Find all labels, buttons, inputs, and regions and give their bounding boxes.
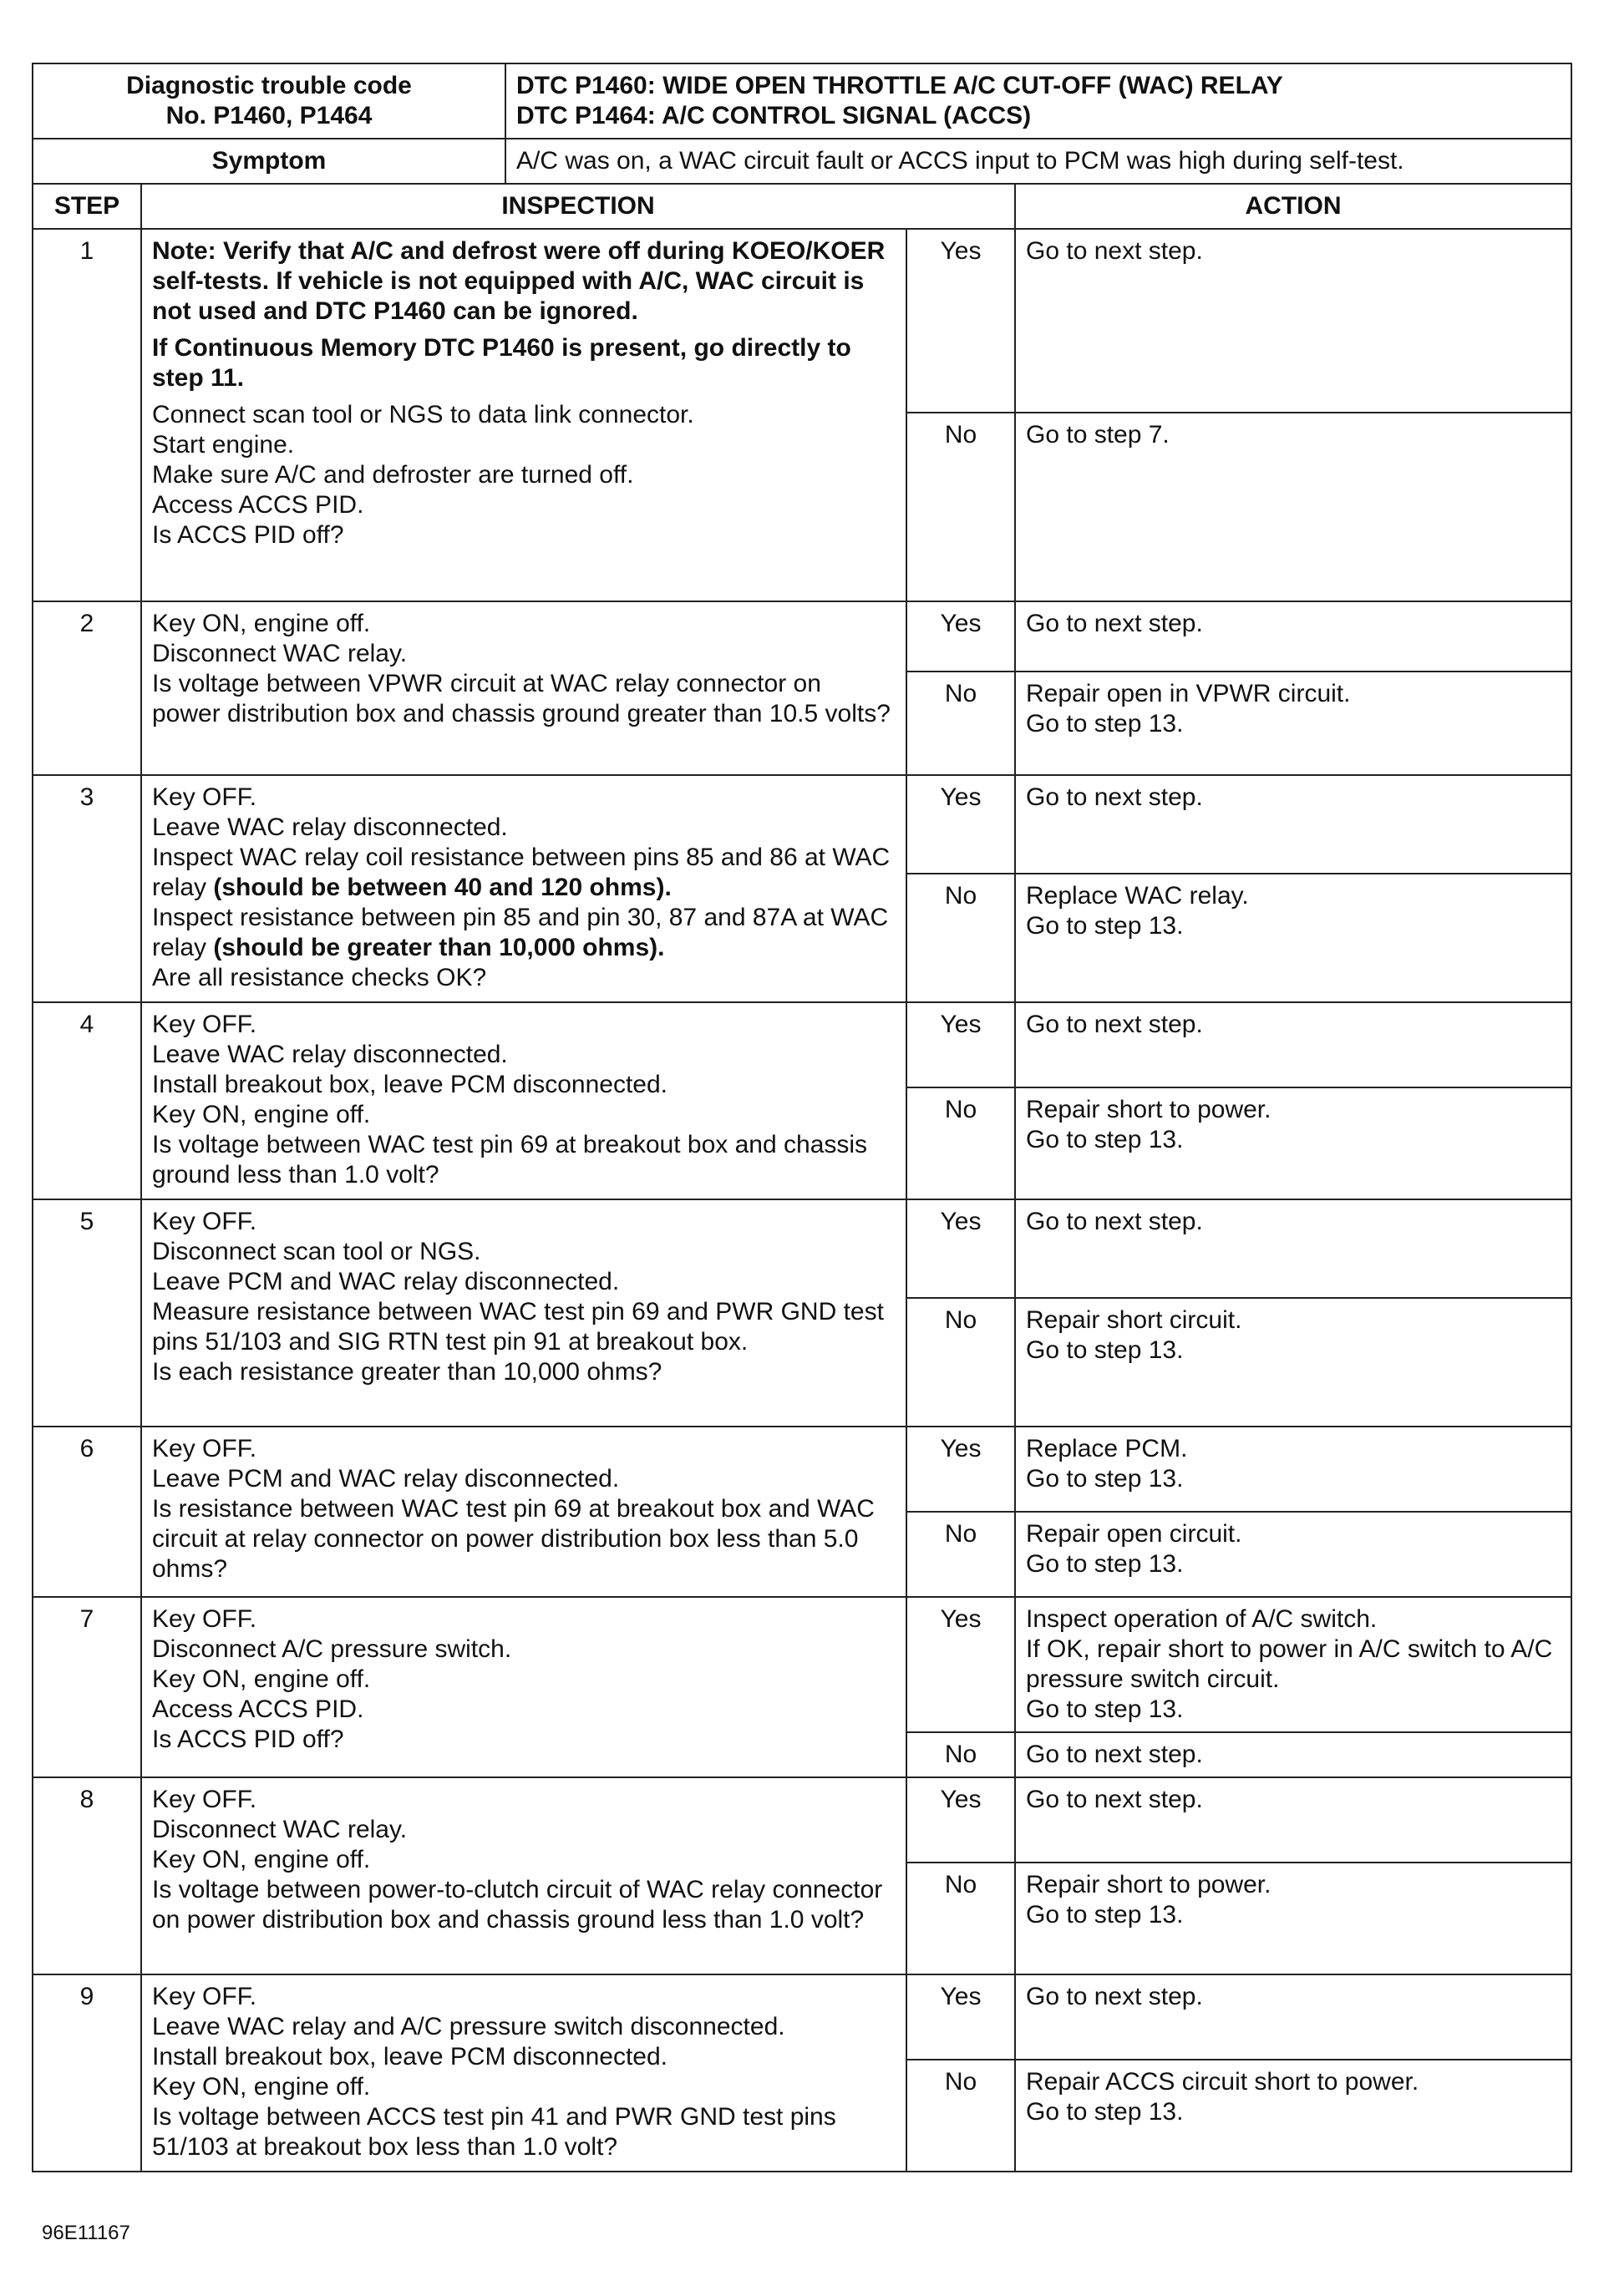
action-line: Go to step 13. — [1026, 1695, 1184, 1723]
symptom-label: Symptom — [33, 139, 505, 184]
step-number: 5 — [33, 1199, 141, 1427]
step-number: 6 — [33, 1427, 141, 1597]
answer-no: No — [906, 1087, 1015, 1199]
inspection-line: Disconnect A/C pressure switch. — [152, 1635, 512, 1663]
action-line: Go to step 13. — [1026, 1336, 1184, 1364]
inspection-line: Make sure A/C and defroster are turned off. — [152, 461, 634, 489]
inspection-line: Access ACCS PID. — [152, 491, 364, 519]
action-line: Replace PCM. — [1026, 1435, 1188, 1462]
action-line: Go to next step. — [1026, 1983, 1203, 2010]
col-inspection-header: INSPECTION — [141, 184, 1015, 229]
action-yes — [1015, 775, 1571, 874]
answer-no: No — [906, 672, 1015, 775]
answer-no: No — [906, 1732, 1015, 1777]
answer-yes: Yes — [906, 1597, 1015, 1732]
inspection-line: Is voltage between ACCS test pin 41 and PWR GND test pins 51/103 at breakout box less than 1.0 volt? — [152, 2103, 836, 2161]
step-inspection — [141, 775, 906, 1002]
inspection-line: Is voltage between VPWR circuit at WAC relay connector on power distribution box and chassis ground greater than 10.5 volts? — [152, 670, 891, 727]
step-number: 7 — [33, 1597, 141, 1777]
answer-yes: Yes — [906, 229, 1015, 413]
step-inspection — [141, 1974, 906, 2172]
action-line: Go to next step. — [1026, 1208, 1203, 1235]
inspection-line: Key OFF. — [152, 1605, 257, 1633]
action-yes — [1015, 1199, 1571, 1298]
action-line: Go to step 13. — [1026, 710, 1184, 737]
inspection-line: Measure resistance between WAC test pin 69 and PWR GND test pins 51/103 and SIG RTN test pin 91 at breakout box. — [152, 1298, 884, 1356]
answer-yes: Yes — [906, 1974, 1015, 2060]
step-inspection — [141, 1199, 906, 1427]
action-line: Go to next step. — [1026, 237, 1203, 265]
inspection-line: Key ON, engine off. — [152, 1665, 371, 1693]
action-line: Repair short to power. — [1026, 1096, 1272, 1123]
step-inspection — [141, 1597, 906, 1777]
action-line: Go to step 13. — [1026, 1901, 1184, 1929]
inspection-line: Connect scan tool or NGS to data link connector. — [152, 401, 694, 428]
dtc-header-row — [33, 63, 1571, 139]
inspection-line: Leave PCM and WAC relay disconnected. — [152, 1465, 620, 1493]
inspection-line: Key OFF. — [152, 1983, 257, 2010]
dtc-title-line-1: DTC P1460: WIDE OPEN THROTTLE A/C CUT-OFF (WAC) RELAY — [516, 72, 1283, 99]
symptom-row — [33, 139, 1571, 184]
answer-no: No — [906, 1512, 1015, 1597]
step-inspection — [141, 1777, 906, 1974]
step-inspection — [141, 1427, 906, 1597]
inspection-line: Is resistance between WAC test pin 69 at breakout box and WAC circuit at relay connector on power distribution box less than 5.0 ohms? — [152, 1495, 875, 1583]
step-row — [33, 601, 1571, 672]
inspection-line: Key OFF. — [152, 1786, 257, 1813]
column-header-row — [33, 184, 1571, 229]
step-note: If Continuous Memory DTC P1460 is present, go directly to step 11. — [152, 334, 851, 392]
answer-no: No — [906, 2060, 1015, 2172]
step-row — [33, 1597, 1571, 1732]
action-no — [1015, 874, 1571, 1002]
action-no — [1015, 1863, 1571, 1974]
step-row — [33, 1199, 1571, 1298]
step-number: 1 — [33, 229, 141, 601]
action-no — [1015, 413, 1571, 601]
action-no — [1015, 1087, 1571, 1199]
answer-yes: Yes — [906, 1002, 1015, 1087]
step-row — [33, 1002, 1571, 1087]
action-no — [1015, 1732, 1571, 1777]
inspection-line: Install breakout box, leave PCM disconnected. — [152, 2043, 668, 2070]
step-number: 3 — [33, 775, 141, 1002]
inspection-line: Access ACCS PID. — [152, 1695, 364, 1723]
step-row — [33, 229, 1571, 413]
inspection-line: Key OFF. — [152, 1011, 257, 1038]
answer-yes: Yes — [906, 775, 1015, 874]
step-inspection — [141, 1002, 906, 1199]
answer-no: No — [906, 1298, 1015, 1427]
action-line: Repair open circuit. — [1026, 1520, 1242, 1548]
step-row — [33, 1777, 1571, 1863]
action-no — [1015, 2060, 1571, 2172]
inspection-line: Start engine. — [152, 431, 295, 459]
step-inspection — [141, 601, 906, 775]
step-number: 9 — [33, 1974, 141, 2172]
inspection-spec: (should be greater than 10,000 ohms). — [213, 934, 665, 961]
action-line: Go to next step. — [1026, 1786, 1203, 1813]
inspection-line: Key ON, engine off. — [152, 1846, 371, 1873]
inspection-line: Leave WAC relay disconnected. — [152, 1041, 508, 1068]
inspection-line: Key ON, engine off. — [152, 2073, 371, 2101]
action-line: Repair short circuit. — [1026, 1306, 1242, 1334]
answer-yes: Yes — [906, 601, 1015, 672]
inspection-line: Inspect WAC relay coil resistance between pins 85 and 86 at WAC relay (should be between 40 and 120 ohms). — [152, 844, 891, 901]
action-yes — [1015, 229, 1571, 413]
step-number: 4 — [33, 1002, 141, 1199]
step-row — [33, 1974, 1571, 2060]
step-number: 8 — [33, 1777, 141, 1974]
answer-no: No — [906, 1863, 1015, 1974]
action-line: Replace WAC relay. — [1026, 882, 1249, 910]
inspection-line: Are all resistance checks OK? — [152, 964, 487, 991]
action-line: Inspect operation of A/C switch. — [1026, 1605, 1378, 1633]
inspection-line: Is voltage between power-to-clutch circuit of WAC relay connector on power distribution box and chassis ground less than 1.0 volt? — [152, 1876, 883, 1934]
answer-yes: Yes — [906, 1427, 1015, 1512]
inspection-line: Key OFF. — [152, 1208, 257, 1235]
action-yes — [1015, 601, 1571, 672]
action-yes — [1015, 1777, 1571, 1863]
answer-yes: Yes — [906, 1777, 1015, 1863]
inspection-line: Inspect resistance between pin 85 and pin 30, 87 and 87A at WAC relay (should be greater than 10,000 ohms). — [152, 904, 889, 961]
action-yes — [1015, 1597, 1571, 1732]
dtc-title — [505, 63, 1571, 139]
inspection-line: Key ON, engine off. — [152, 1101, 371, 1128]
action-yes — [1015, 1002, 1571, 1087]
inspection-spec: (should be between 40 and 120 ohms). — [213, 874, 672, 901]
inspection-line: Key OFF. — [152, 1435, 257, 1462]
action-line: Go to next step. — [1026, 1011, 1203, 1038]
action-line: Go to step 7. — [1026, 421, 1170, 449]
inspection-line: Is ACCS PID off? — [152, 1726, 344, 1753]
inspection-line: Key ON, engine off. — [152, 610, 371, 637]
step-row — [33, 775, 1571, 874]
action-line: Repair open in VPWR circuit. — [1026, 680, 1351, 707]
action-yes — [1015, 1427, 1571, 1512]
symptom-text: A/C was on, a WAC circuit fault or ACCS input to PCM was high during self-test. — [505, 139, 1571, 184]
diagnostic-table-page — [32, 63, 1571, 2172]
inspection-line: Disconnect WAC relay. — [152, 640, 408, 667]
action-line: Go to next step. — [1026, 610, 1203, 637]
action-line: Repair ACCS circuit short to power. — [1026, 2068, 1419, 2096]
action-no — [1015, 1512, 1571, 1597]
diagnostic-table — [32, 63, 1572, 2172]
inspection-line: Disconnect WAC relay. — [152, 1816, 408, 1843]
action-line: Go to next step. — [1026, 783, 1203, 811]
inspection-line: Is each resistance greater than 10,000 ohms? — [152, 1358, 662, 1386]
answer-no: No — [906, 874, 1015, 1002]
inspection-line: Leave WAC relay and A/C pressure switch disconnected. — [152, 2013, 785, 2040]
step-row — [33, 1427, 1571, 1512]
step-note: Note: Verify that A/C and defrost were off during KOEO/KOER self-tests. If vehicle is not equipped with A/C, WAC circuit is not used and DTC P1460 can be ignored. — [152, 237, 886, 325]
action-line: If OK, repair short to power in A/C switch to A/C pressure switch circuit. — [1026, 1635, 1553, 1693]
dtc-title-line-2: DTC P1464: A/C CONTROL SIGNAL (ACCS) — [516, 102, 1032, 129]
answer-yes: Yes — [906, 1199, 1015, 1298]
figure-id: 96E11167 — [42, 2222, 130, 2244]
answer-no: No — [906, 413, 1015, 601]
action-line: Go to step 13. — [1026, 2098, 1184, 2126]
action-no — [1015, 1298, 1571, 1427]
col-action-header: ACTION — [1015, 184, 1571, 229]
inspection-line: Leave PCM and WAC relay disconnected. — [152, 1268, 620, 1295]
col-step-header: STEP — [33, 184, 141, 229]
inspection-line: Is ACCS PID off? — [152, 521, 344, 549]
inspection-line: Key OFF. — [152, 783, 257, 811]
action-line: Go to step 13. — [1026, 1550, 1184, 1578]
action-line: Go to next step. — [1026, 1741, 1203, 1768]
action-line: Repair short to power. — [1026, 1871, 1272, 1898]
dtc-label: Diagnostic trouble code No. P1460, P1464 — [33, 63, 505, 139]
inspection-line: Leave WAC relay disconnected. — [152, 813, 508, 841]
inspection-line: Install breakout box, leave PCM disconnected. — [152, 1071, 668, 1098]
action-no — [1015, 672, 1571, 775]
step-inspection — [141, 229, 906, 601]
action-line: Go to step 13. — [1026, 912, 1184, 940]
action-line: Go to step 13. — [1026, 1126, 1184, 1153]
inspection-line: Disconnect scan tool or NGS. — [152, 1238, 481, 1265]
step-number: 2 — [33, 601, 141, 775]
action-yes — [1015, 1974, 1571, 2060]
inspection-line: Is voltage between WAC test pin 69 at breakout box and chassis ground less than 1.0 volt? — [152, 1131, 868, 1189]
action-line: Go to step 13. — [1026, 1465, 1184, 1493]
